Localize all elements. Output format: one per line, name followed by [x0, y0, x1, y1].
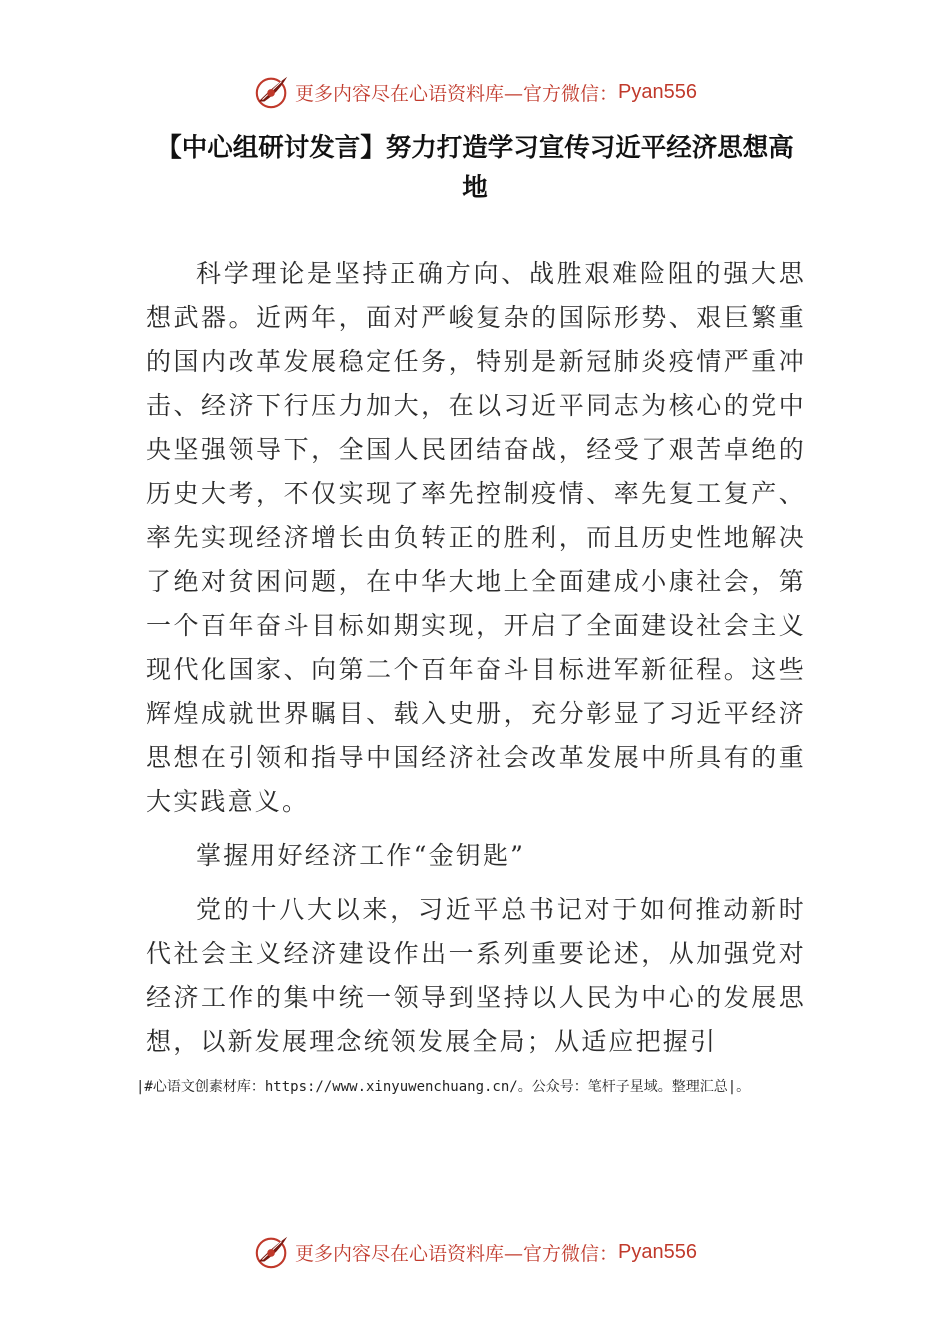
banner-wechat-id: Pyan556 — [618, 80, 697, 103]
section-heading: 掌握用好经济工作“金钥匙” — [196, 841, 526, 870]
banner-wechat-id: Pyan556 — [618, 1240, 697, 1263]
document-title: 【中心组研讨发言】努力打造学习宣传习近平经济思想高地 — [156, 133, 794, 203]
header-banner — [0, 72, 950, 112]
footer-banner — [0, 1232, 950, 1272]
banner-text: 更多内容尽在心语资料库—官方微信： — [295, 82, 619, 105]
quill-pen-logo-icon — [253, 73, 291, 111]
paragraph-section-1: 党的十八大以来，习近平总书记对于如何推动新时代社会主义经济建设作出一系列重要论述，从加强党对经济工作的集中统一领导到坚持以人民为中心的发展思想，以新发展理念统领发展全局；从适应把握引 — [146, 895, 806, 1056]
banner-text: 更多内容尽在心语资料库—官方微信： — [295, 1242, 619, 1265]
quill-pen-logo-icon — [253, 1233, 291, 1271]
paragraph-intro: 科学理论是坚持正确方向、战胜艰难险阻的强大思想武器。近两年，面对严峻复杂的国际形势、艰巨繁重的国内改革发展稳定任务，特别是新冠肺炎疫情严重冲击、经济下行压力加大，在以习近平同志为核心的党中央坚强领导下，全国人民团结奋战，经受了艰苦卓绝的历史大考，不仅实现了率先控制疫情、率先复工复产、率先实现经济增长由负转正的胜利，而且历史性地解决了绝对贫困问题，在中华大地上全面建成小康社会，第一个百年奋斗目标如期实现，开启了全面建设社会主义现代化国家、向第二个百年奋斗目标进军新征程。这些辉煌成就世界瞩目、载入史册，充分彰显了习近平经济思想在引领和指导中国经济社会改革发展中所具有的重大实践意义。 — [146, 259, 806, 816]
source-footnote: |#心语文创素材库：https://www.xinyuwenchuang.cn/。公众号：笔杆子星域。整理汇总|。 — [136, 1079, 751, 1095]
document-body — [146, 252, 806, 1064]
